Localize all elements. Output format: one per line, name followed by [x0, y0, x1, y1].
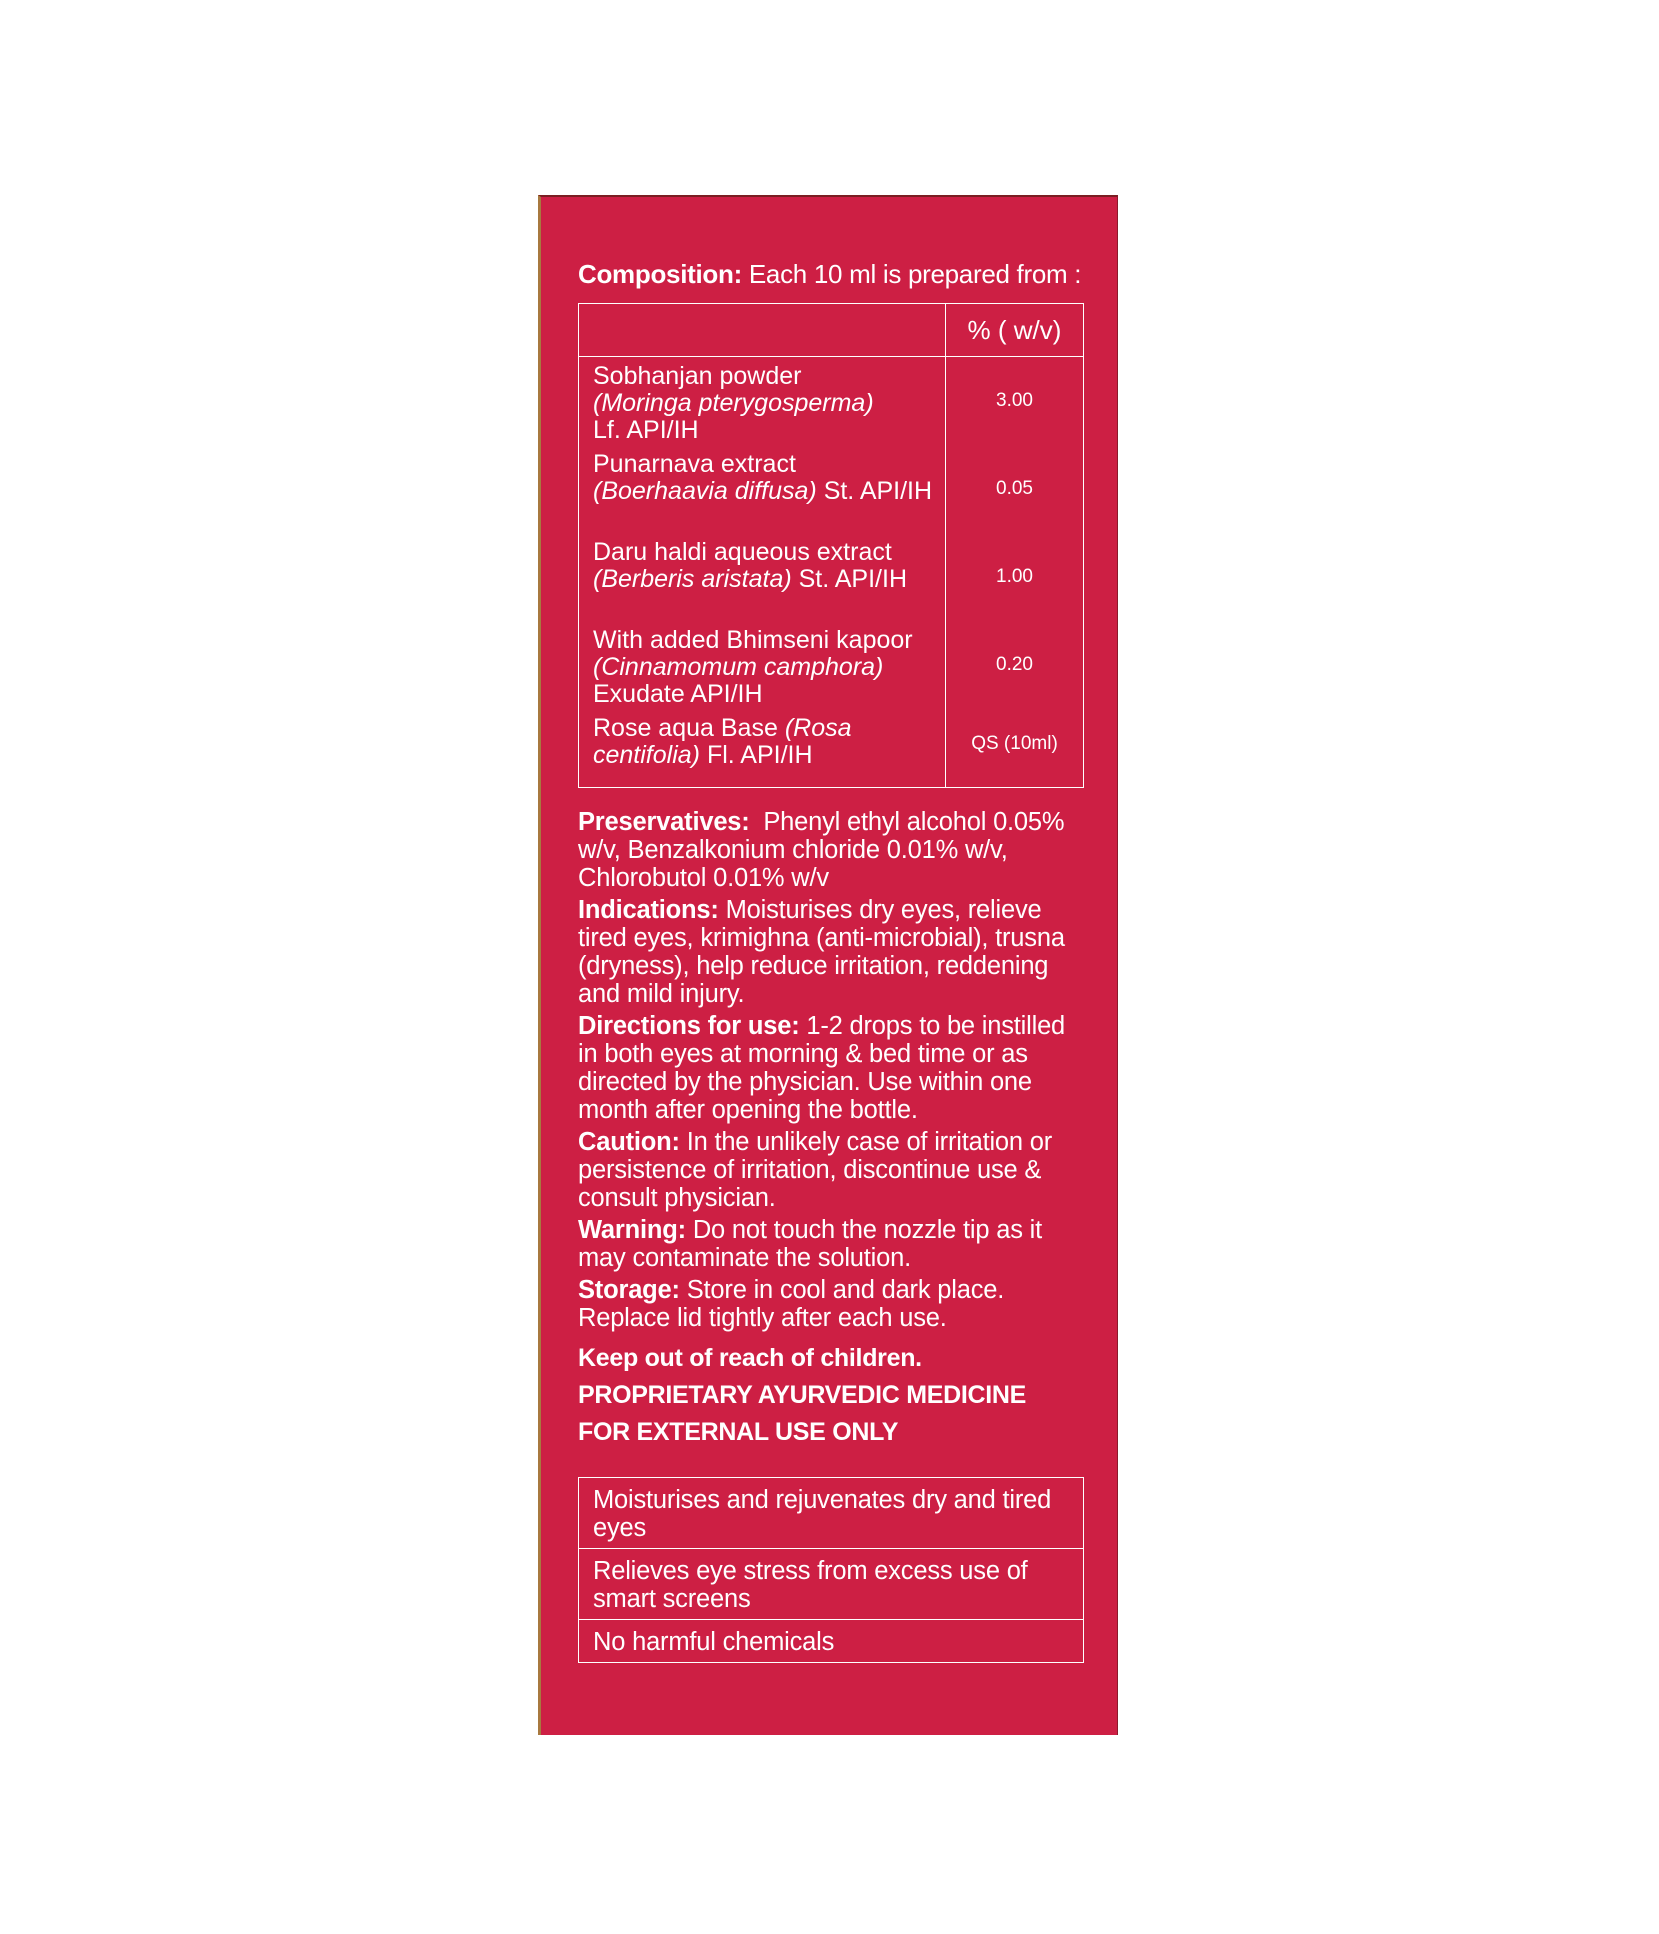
benefit-item: Moisturises and rejuvenates dry and tired eyes	[579, 1478, 1084, 1549]
composition-header-row	[579, 304, 1084, 357]
storage-label: Storage:	[578, 1276, 680, 1304]
composition-row	[579, 357, 1084, 446]
ingredient-cell	[579, 621, 946, 709]
ingredient-suffix: St. API/IH	[798, 565, 907, 593]
composition-row	[579, 445, 1084, 533]
caution-text: In the unlikely case of irritation or persistence of irritation, discontinue use & consult physician.	[578, 1128, 1053, 1212]
ingredient-value: QS (10ml)	[946, 709, 1084, 788]
ingredient-suffix: Exudate API/IH	[593, 680, 763, 708]
composition-header-blank	[579, 304, 946, 357]
benefit-item: Relieves eye stress from excess use of smart screens	[579, 1549, 1084, 1620]
ingredient-cell	[579, 533, 946, 621]
composition-heading	[578, 259, 1088, 289]
ingredient-value: 0.05	[946, 445, 1084, 533]
composition-table	[578, 303, 1084, 788]
ingredient-suffix: St. API/IH	[823, 477, 933, 505]
benefit-row	[579, 1478, 1084, 1549]
ingredient-name: Rose aqua Base	[593, 714, 778, 742]
ingredient-cell	[579, 357, 946, 446]
composition-row	[579, 621, 1084, 709]
indications-section	[578, 896, 1088, 1008]
composition-header-percent: % ( w/v)	[946, 304, 1084, 357]
ingredient-suffix: Lf. API/IH	[593, 416, 699, 444]
ingredient-latin: (Berberis aristata)	[593, 565, 792, 593]
warning-text: Do not touch the nozzle tip as it may contaminate the solution.	[578, 1216, 1043, 1272]
caution-label: Caution:	[578, 1128, 680, 1156]
ingredient-value: 3.00	[946, 357, 1084, 446]
ingredient-latin: (Rosa centifolia)	[593, 714, 852, 769]
composition-row	[579, 533, 1084, 621]
ingredient-value: 1.00	[946, 533, 1084, 621]
benefit-item: No harmful chemicals	[579, 1620, 1084, 1663]
proprietary-notice: PROPRIETARY AYURVEDIC MEDICINE	[578, 1381, 1027, 1409]
ingredient-name: Sobhanjan powder	[593, 362, 802, 390]
ingredient-suffix: Fl. API/IH	[706, 741, 813, 769]
ingredient-name: Punarnava extract	[593, 450, 796, 478]
composition-row	[579, 709, 1084, 788]
caution-section	[578, 1128, 1088, 1212]
ingredient-cell	[579, 709, 946, 788]
label-panel	[538, 195, 1118, 1735]
benefit-row	[579, 1549, 1084, 1620]
indications-text: Moisturises dry eyes, relieve tired eyes, krimighna (anti-microbial), trusna (dryness), help reduce irritation, reddening and mild injury.	[578, 896, 1065, 1008]
ingredient-cell	[579, 445, 946, 533]
keep-out-notice: Keep out of reach of children.	[578, 1344, 922, 1372]
warning-label: Warning:	[578, 1216, 686, 1244]
ingredient-value: 0.20	[946, 621, 1084, 709]
preservatives-text: Phenyl ethyl alcohol 0.05% w/v, Benzalkonium chloride 0.01% w/v, Chlorobutol 0.01% w/v	[578, 808, 1065, 892]
benefits-table	[578, 1477, 1084, 1663]
ingredient-latin: (Moringa pterygosperma)	[593, 389, 874, 417]
warning-section	[578, 1216, 1088, 1272]
preservatives-label: Preservatives:	[578, 808, 750, 836]
composition-label: Composition:	[578, 259, 742, 289]
ingredient-latin: (Boerhaavia diffusa)	[593, 477, 817, 505]
external-use-notice: FOR EXTERNAL USE ONLY	[578, 1418, 899, 1446]
ingredient-name: With added Bhimseni kapoor	[593, 626, 913, 654]
ingredient-name: Daru haldi aqueous extract	[593, 538, 892, 566]
directions-label: Directions for use:	[578, 1012, 800, 1040]
storage-text: Store in cool and dark place. Replace lid tightly after each use.	[578, 1276, 1005, 1332]
label-content	[578, 259, 1088, 1663]
preservatives-section	[578, 808, 1088, 892]
benefit-row	[579, 1620, 1084, 1663]
storage-section	[578, 1276, 1088, 1332]
ingredient-latin: (Cinnamomum camphora)	[593, 653, 884, 681]
indications-label: Indications:	[578, 896, 719, 924]
directions-section	[578, 1012, 1088, 1124]
directions-text: 1-2 drops to be instilled in both eyes at morning & bed time or as directed by the physician. Use within one month after opening the bottle.	[578, 1012, 1066, 1124]
composition-text: Each 10 ml is prepared from :	[748, 259, 1082, 289]
